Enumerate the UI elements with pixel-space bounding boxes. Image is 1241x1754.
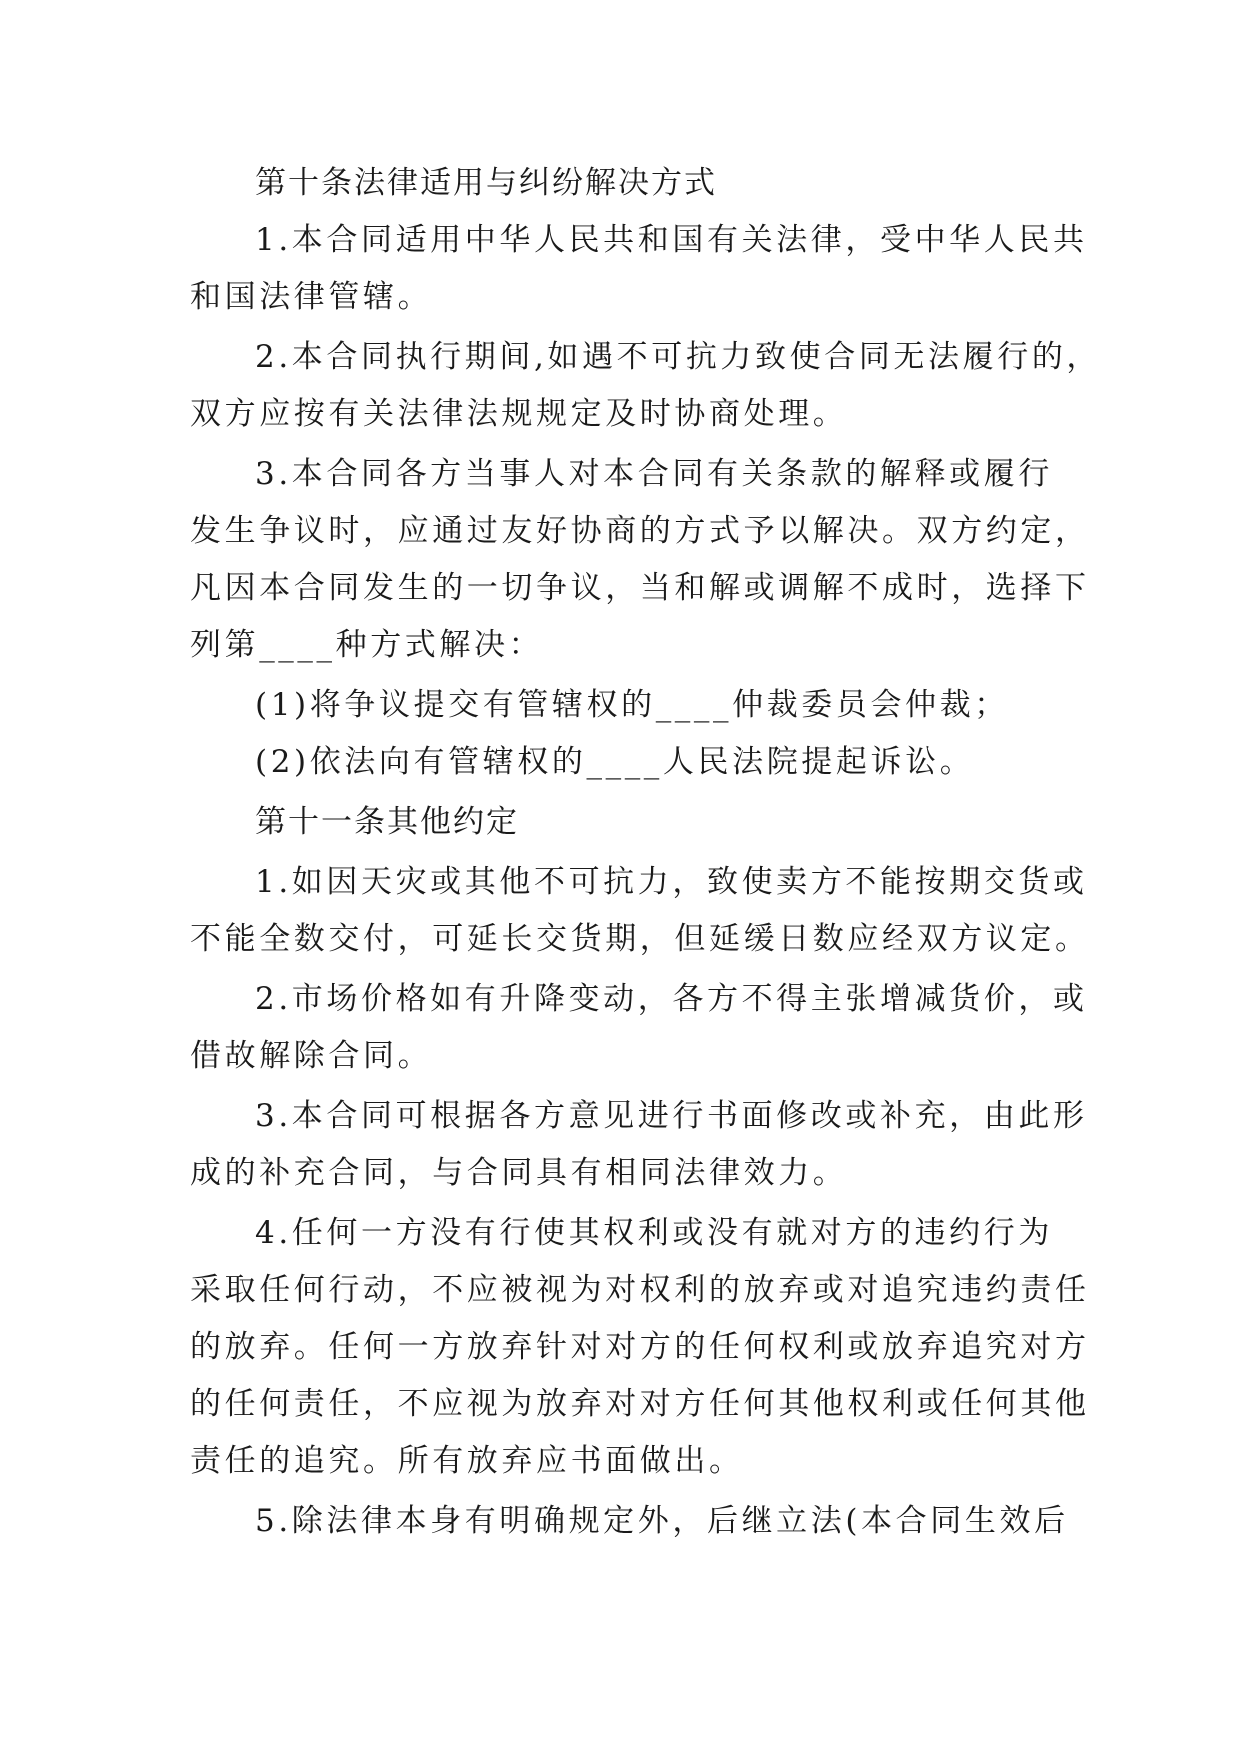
article-11-clause-4-line-1: 4.任何一方没有行使其权利或没有就对方的违约行为 — [255, 1215, 1053, 1251]
article-11-clause-2-line-2: 借故解除合同。 — [190, 1038, 433, 1074]
article-10-option-2: (2)依法向有管辖权的____人民法院提起诉讼。 — [255, 744, 975, 780]
article-11-clause-4-line-4: 的任何责任，不应视为放弃对对方任何其他权利或任何其他 — [190, 1386, 1090, 1422]
article-10-clause-3-line-4: 列第____种方式解决： — [190, 627, 544, 663]
article-11-clause-2-line-1: 2.市场价格如有升降变动，各方不得主张增减货价，或 — [255, 981, 1088, 1017]
article-10-clause-1-line-1: 1.本合同适用中华人民共和国有关法律，受中华人民共 — [255, 222, 1088, 258]
article-10-clause-1-line-2: 和国法律管辖。 — [190, 279, 433, 315]
article-10-clause-2-line-1: 2.本合同执行期间,如遇不可抗力致使合同无法履行的， — [255, 339, 1102, 375]
article-11-clause-5-line-1: 5.除法律本身有明确规定外，后继立法(本合同生效后 — [255, 1503, 1069, 1539]
article-11-title: 第十一条其他约定 — [255, 804, 519, 840]
article-11-clause-4-line-2: 采取任何行动，不应被视为对权利的放弃或对追究违约责任 — [190, 1272, 1090, 1308]
article-10-clause-2-line-2: 双方应按有关法律法规规定及时协商处理。 — [190, 396, 848, 432]
article-11-clause-3-line-1: 3.本合同可根据各方意见进行书面修改或补充，由此形 — [255, 1098, 1088, 1134]
article-10-clause-3-line-2: 发生争议时，应通过友好协商的方式予以解决。双方约定， — [190, 513, 1090, 549]
article-10-clause-3-line-1: 3.本合同各方当事人对本合同有关条款的解释或履行 — [255, 456, 1053, 492]
article-11-clause-4-line-3: 的放弃。任何一方放弃针对对方的任何权利或放弃追究对方 — [190, 1329, 1090, 1365]
article-10-title: 第十条法律适用与纠纷解决方式 — [255, 165, 717, 201]
article-10-clause-3-line-3: 凡因本合同发生的一切争议，当和解或调解不成时，选择下 — [190, 570, 1090, 606]
article-11-clause-1-line-2: 不能全数交付，可延长交货期，但延缓日数应经双方议定。 — [190, 921, 1090, 957]
article-10-option-1: (1)将争议提交有管辖权的____仲裁委员会仲裁； — [255, 687, 1009, 723]
article-11-clause-4-line-5: 责任的追究。所有放弃应书面做出。 — [190, 1443, 744, 1479]
article-11-clause-1-line-1: 1.如因天灾或其他不可抗力，致使卖方不能按期交货或 — [255, 864, 1088, 900]
article-11-clause-3-line-2: 成的补充合同，与合同具有相同法律效力。 — [190, 1155, 848, 1191]
